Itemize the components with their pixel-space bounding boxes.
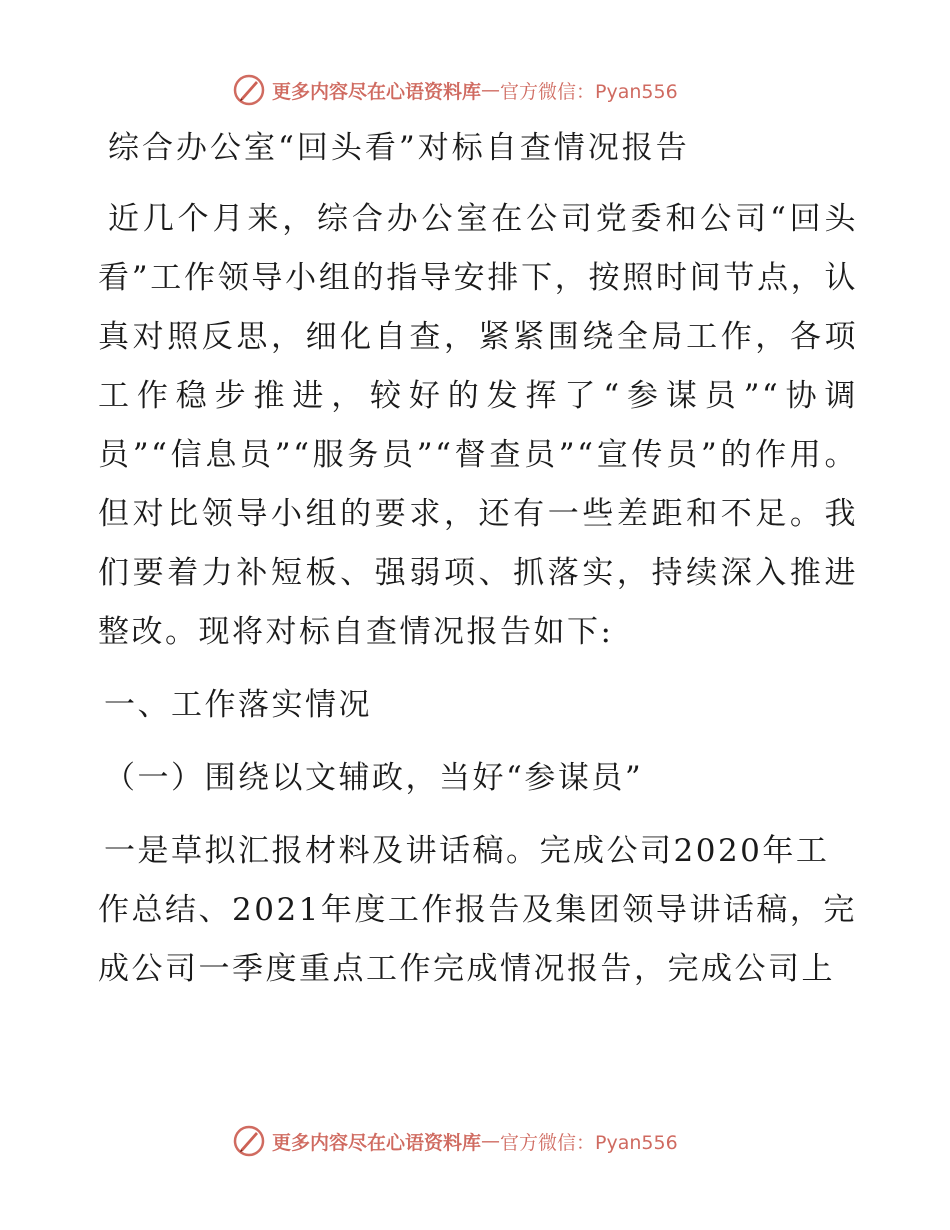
section-heading: 一、工作落实情况 bbox=[104, 687, 372, 723]
watermark-separator: — bbox=[481, 1130, 501, 1152]
subsection-paragraph: 一是草拟汇报材料及讲话稿。完成公司2020年工作总结、2021年度工作报告及集团领导讲话稿，完成公司一季度重点工作完成情况报告，完成公司上 bbox=[98, 833, 857, 987]
watermark-brand: 更多内容尽在心语资料库 bbox=[272, 80, 482, 103]
quill-pen-icon bbox=[232, 73, 266, 107]
intro-paragraph: 近几个月来，综合办公室在公司党委和公司“回头看”工作领导小组的指导安排下，按照时间节点，认真对照反思，细化自查，紧紧围绕全局工作，各项工作稳步推进，较好的发挥了“参谋员”“协调员”“信息员”“服务员”“督查员”“宣传员”的作用。但对比领导小组的要求，还有一些差距和不足。我们要着力补短板、强弱项、抓落实，持续深入推进整改。现将对标自查情况报告如下: bbox=[98, 201, 858, 650]
watermark-header bbox=[232, 72, 678, 108]
document-title: 综合办公室“回头看”对标自查情况报告 bbox=[108, 130, 690, 166]
watermark-separator: — bbox=[481, 79, 501, 101]
watermark-contact: 官方微信：Pyan556 bbox=[500, 1131, 678, 1154]
watermark-brand: 更多内容尽在心语资料库 bbox=[272, 1131, 482, 1154]
watermark-contact: 官方微信：Pyan556 bbox=[500, 80, 678, 103]
quill-pen-icon bbox=[232, 1124, 266, 1158]
watermark-footer bbox=[232, 1123, 678, 1159]
document-body bbox=[98, 190, 858, 999]
subsection-heading: （一）围绕以文辅政，当好“参谋员” bbox=[104, 760, 644, 796]
